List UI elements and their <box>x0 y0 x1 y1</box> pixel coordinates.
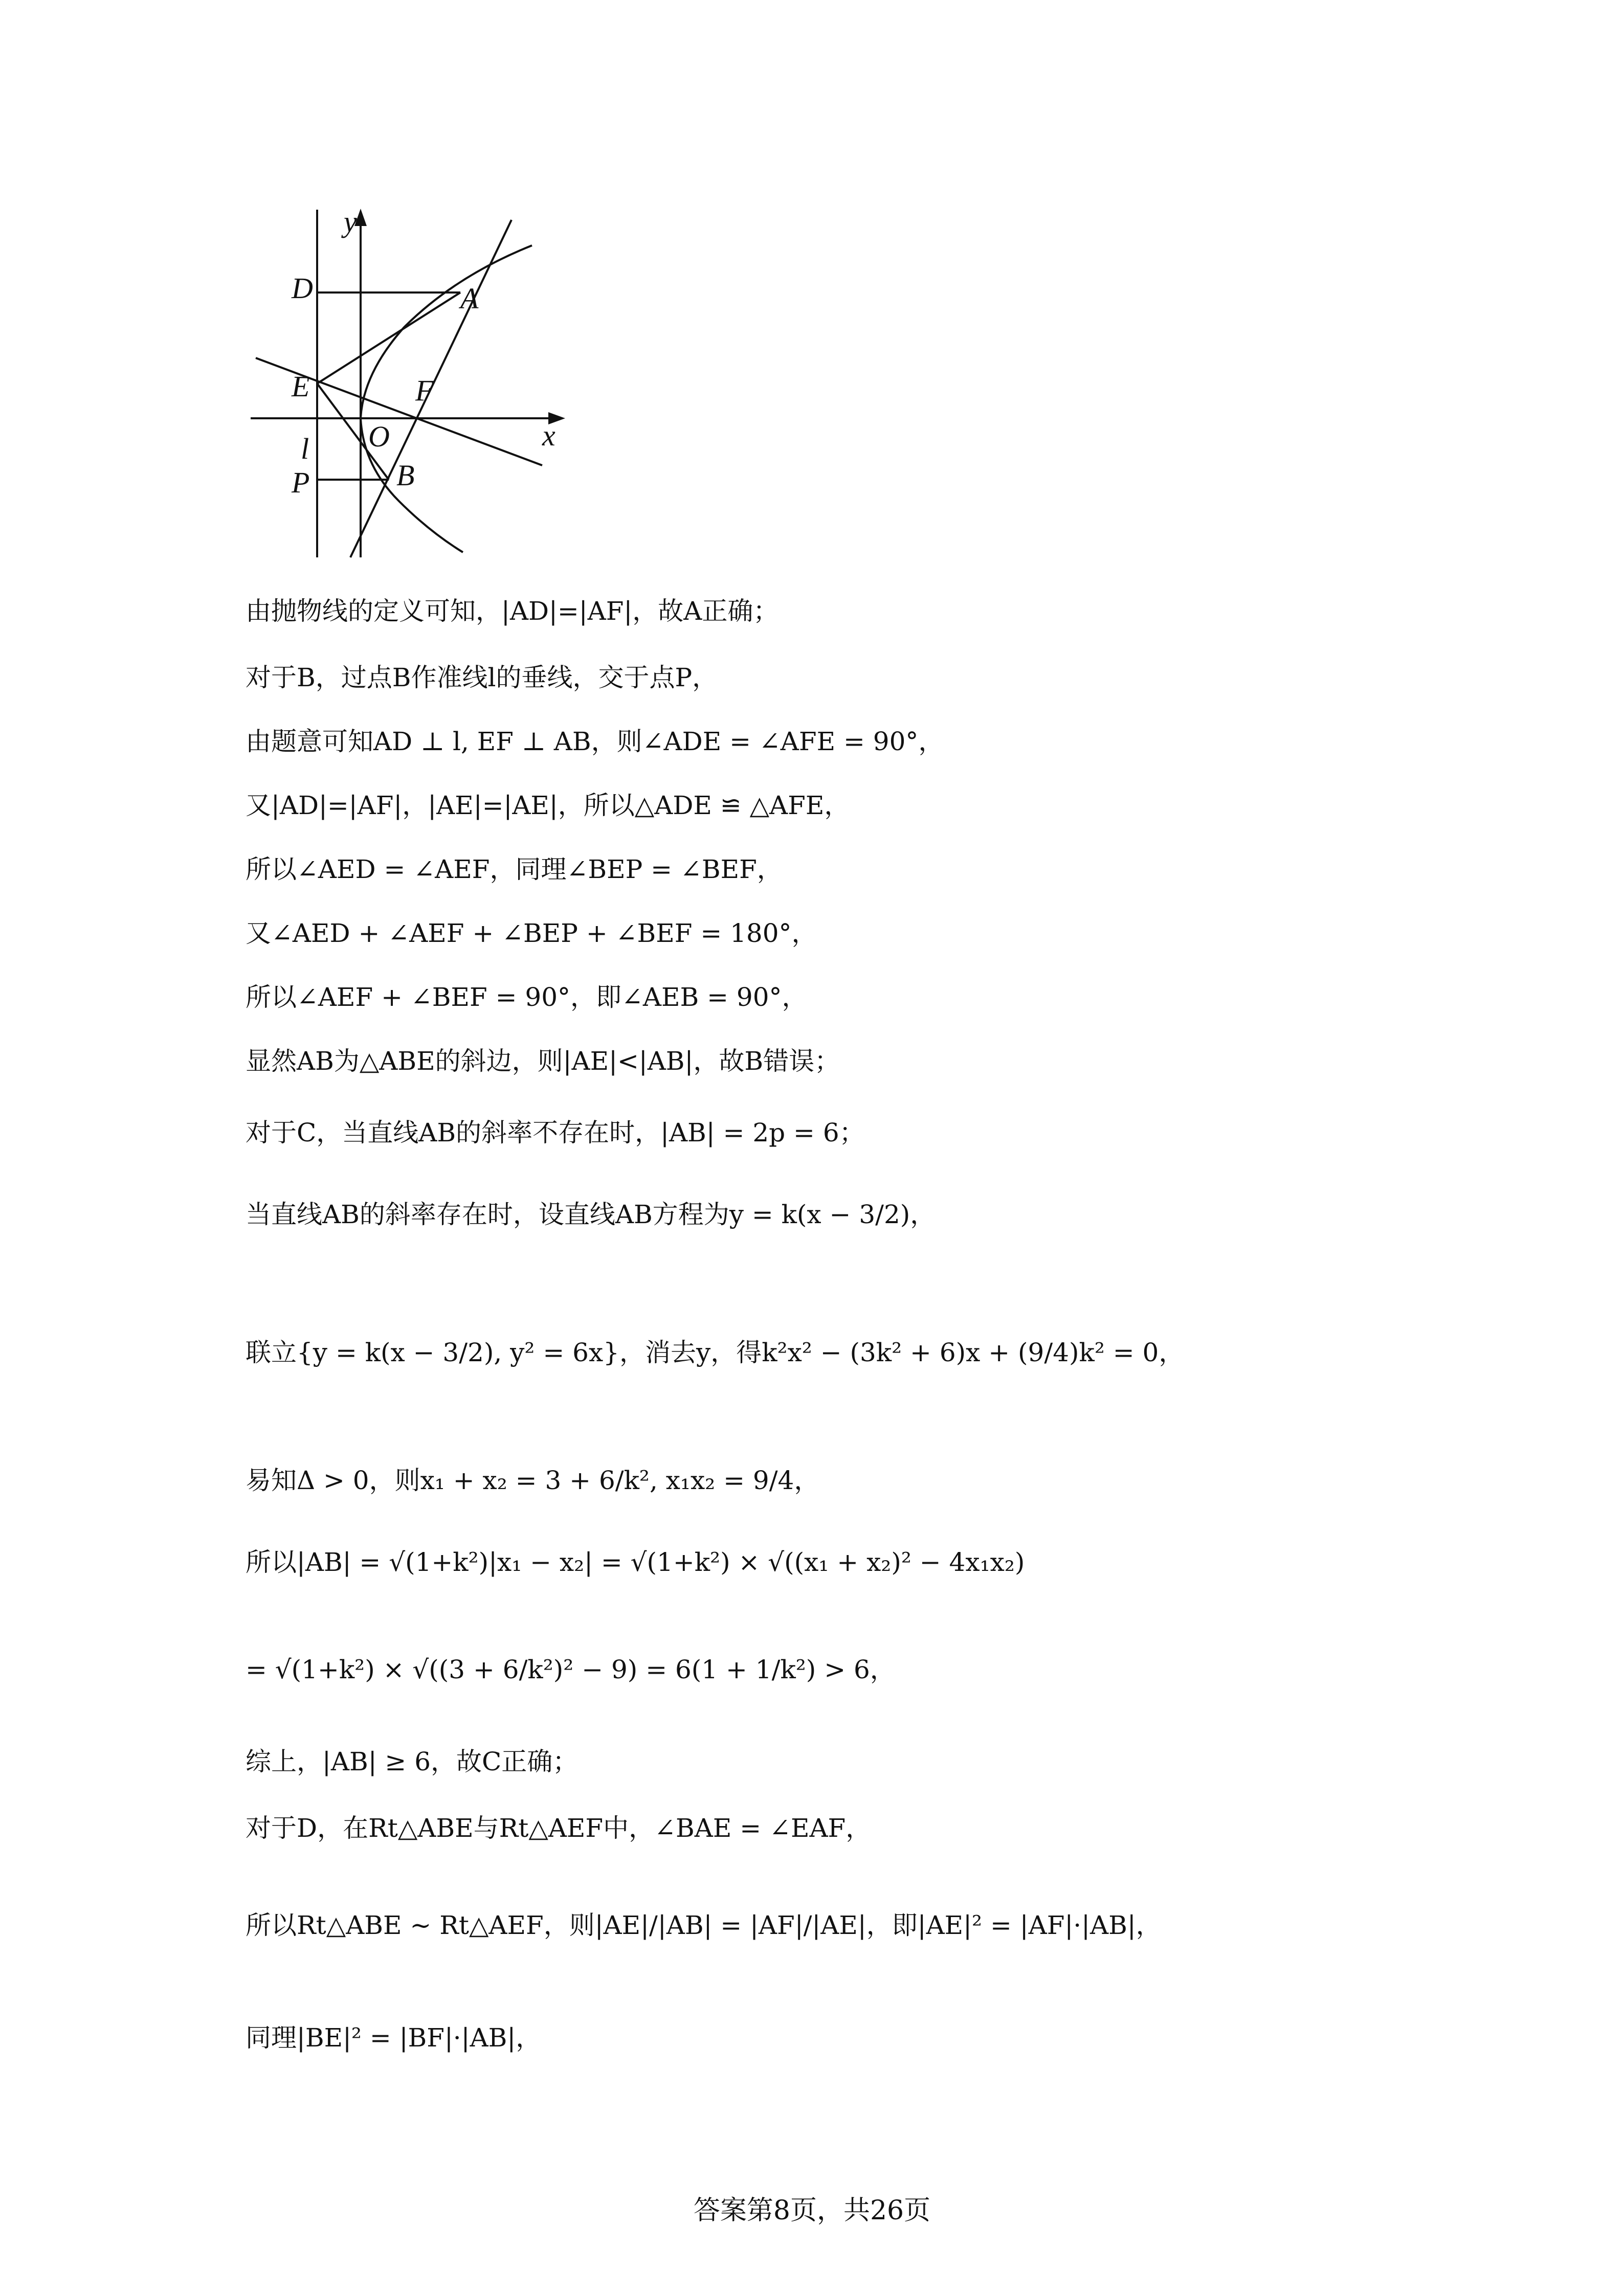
parabola-figure <box>235 205 573 573</box>
solution-line: 综上，|AB| ≥ 6，故C正确； <box>246 1747 579 1776</box>
label-o: O <box>368 420 390 453</box>
label-l: l <box>301 432 309 465</box>
label-p: P <box>292 466 310 499</box>
label-b: B <box>396 459 415 492</box>
solution-line: 所以|AB| = √(1+k²)|x₁ − x₂| = √(1+k²) × √((x₁ + x₂)² − 4x₁x₂) <box>246 1547 1025 1577</box>
solution-line: 易知Δ > 0，则x₁ + x₂ = 3 + 6/k², x₁x₂ = 9/4， <box>246 1466 820 1495</box>
solution-line: 又∠AED + ∠AEF + ∠BEP + ∠BEF = 180°， <box>246 918 817 948</box>
label-e: E <box>292 370 310 403</box>
label-y: y <box>344 205 357 238</box>
solution-line: 对于D，在Rt△ABE与Rt△AEF中，∠BAE = ∠EAF， <box>246 1813 872 1843</box>
solution-line: 所以∠AED = ∠AEF，同理∠BEP = ∠BEF， <box>246 854 783 884</box>
solution-line: 同理|BE|² = |BF|·|AB|， <box>246 2023 542 2053</box>
label-a: A <box>460 282 479 315</box>
label-x: x <box>542 419 555 452</box>
solution-line: 由抛物线的定义可知，|AD|=|AF|，故A正确； <box>246 596 779 626</box>
solution-line: 所以∠AEF + ∠BEF = 90°，即∠AEB = 90°， <box>246 982 808 1012</box>
label-d: D <box>292 272 313 305</box>
solution-line: 又|AD|=|AF|，|AE|=|AE|，所以△ADE ≌ △AFE， <box>246 791 850 820</box>
label-f: F <box>415 374 434 407</box>
solution-line: 由题意可知AD ⊥ l, EF ⊥ AB，则∠ADE = ∠AFE = 90°， <box>246 727 944 756</box>
page-footer: 答案第8页，共26页 <box>693 2195 931 2226</box>
solution-line: 对于C，当直线AB的斜率不存在时，|AB| = 2p = 6； <box>246 1118 865 1147</box>
solution-line: 对于B，过点B作准线l的垂线，交于点P， <box>246 663 718 692</box>
solution-line: 显然AB为△ABE的斜边，则|AE|<|AB|，故B错误； <box>246 1046 840 1076</box>
solution-line: 所以Rt△ABE ∼ Rt△AEF，则|AE|/|AB| = |AF|/|AE|，即|AE|² = |AF|·|AB|， <box>246 1910 1162 1940</box>
parabola-diagram <box>235 205 573 573</box>
solution-line: 联立{y = k(x − 3/2), y² = 6x}，消去y，得k²x² − (3k² + 6)x + (9/4)k² = 0， <box>246 1338 1185 1367</box>
solution-line: = √(1+k²) × √((3 + 6/k²)² − 9) = 6(1 + 1/k²) > 6， <box>246 1655 896 1684</box>
solution-line: 当直线AB的斜率存在时，设直线AB方程为y = k(x − 3/2)， <box>246 1200 936 1229</box>
